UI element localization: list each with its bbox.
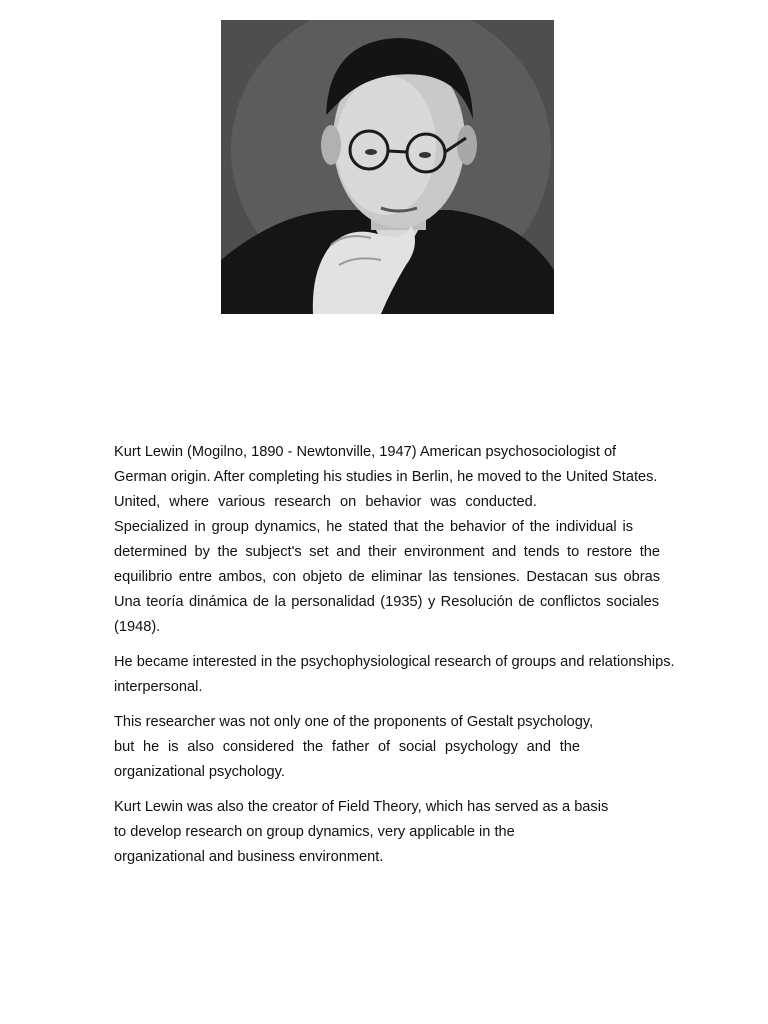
text-line: German origin. After completing his studies in Berlin, he moved to the United States. — [114, 469, 658, 485]
paragraph-field-theory — [114, 795, 688, 870]
text-line: equilibrio entre ambos, con objeto de eliminar las tensiones. Destacan sus obras — [114, 569, 660, 585]
text-line: He became interested in the psychophysiological research of groups and relationships. — [114, 654, 675, 670]
text-line: organizational and business environment. — [114, 849, 384, 865]
text-line: to develop research on group dynamics, very applicable in the — [114, 824, 515, 840]
text-line: organizational psychology. — [114, 764, 285, 780]
text-line: interpersonal. — [114, 679, 203, 695]
text-line: (1948). — [114, 619, 161, 635]
portrait-photo — [221, 20, 554, 314]
text-line: determined by the subject's set and their environment and tends to restore the — [114, 544, 660, 560]
text-line: Specialized in group dynamics, he stated that the behavior of the individual is — [114, 519, 633, 535]
text-line: Kurt Lewin (Mogilno, 1890 - Newtonville, 1947) American psychosociologist of — [114, 444, 617, 460]
text-line: United, where various research on behavior was conducted. — [114, 494, 537, 510]
text-line: This researcher was not only one of the proponents of Gestalt psychology, — [114, 714, 594, 730]
paragraph-gestalt — [114, 710, 688, 785]
text-line: Kurt Lewin was also the creator of Field Theory, which has served as a basis — [114, 799, 609, 815]
text-line: Una teoría dinámica de la personalidad (1935) y Resolución de conflictos sociales — [114, 594, 659, 610]
text-line: but he is also considered the father of social psychology and the — [114, 739, 580, 755]
paragraph-research-interest — [114, 650, 688, 700]
article-body — [114, 440, 688, 880]
portrait-image — [221, 20, 554, 314]
paragraph-biography — [114, 440, 688, 640]
